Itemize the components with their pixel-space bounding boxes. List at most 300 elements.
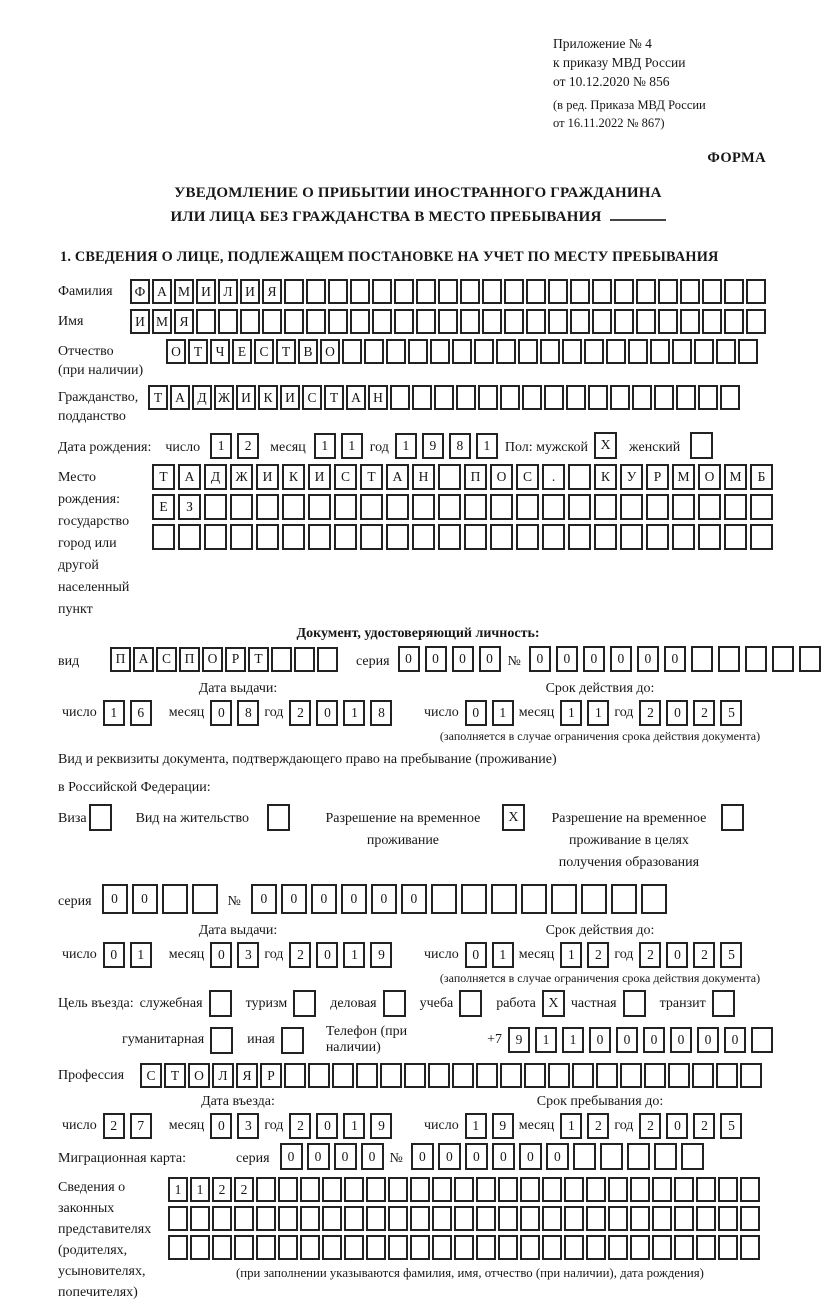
form-cell[interactable] <box>608 1177 628 1202</box>
residence-permit-checkbox[interactable] <box>267 804 290 831</box>
form-cell[interactable] <box>430 339 450 364</box>
form-cell[interactable] <box>573 1143 596 1170</box>
form-cell[interactable]: О <box>188 1063 210 1088</box>
form-cell[interactable] <box>234 1235 254 1260</box>
purpose-humanitarian-checkbox[interactable] <box>210 1027 233 1054</box>
form-cell[interactable]: 0 <box>132 884 158 914</box>
form-cell[interactable] <box>680 309 700 334</box>
form-cell[interactable] <box>196 309 216 334</box>
form-cell[interactable]: 8 <box>449 433 471 459</box>
form-cell[interactable] <box>230 524 253 550</box>
form-cell[interactable] <box>386 524 409 550</box>
form-cell[interactable] <box>428 1063 450 1088</box>
form-cell[interactable]: 1 <box>560 1113 582 1139</box>
form-cell[interactable] <box>334 524 357 550</box>
form-cell[interactable] <box>586 1206 606 1231</box>
form-cell[interactable] <box>416 279 436 304</box>
form-cell[interactable] <box>460 309 480 334</box>
form-cell[interactable] <box>542 1177 562 1202</box>
form-cell[interactable] <box>360 494 383 520</box>
form-cell[interactable]: 0 <box>479 646 501 672</box>
form-cell[interactable] <box>581 884 607 914</box>
form-cell[interactable] <box>592 279 612 304</box>
visa-checkbox[interactable] <box>89 804 112 831</box>
form-cell[interactable] <box>284 1063 306 1088</box>
form-cell[interactable] <box>596 1063 618 1088</box>
form-cell[interactable] <box>658 279 678 304</box>
form-cell[interactable] <box>544 385 564 410</box>
form-cell[interactable]: 7 <box>130 1113 152 1139</box>
form-cell[interactable]: 2 <box>639 1113 661 1139</box>
form-cell[interactable] <box>746 309 766 334</box>
form-cell[interactable]: 1 <box>314 433 336 459</box>
form-cell[interactable] <box>284 309 304 334</box>
form-cell[interactable]: 0 <box>724 1027 746 1053</box>
form-cell[interactable] <box>718 1235 738 1260</box>
form-cell[interactable] <box>394 309 414 334</box>
form-cell[interactable]: 0 <box>425 646 447 672</box>
form-cell[interactable] <box>498 1206 518 1231</box>
form-cell[interactable]: 2 <box>212 1177 232 1202</box>
form-cell[interactable]: Т <box>164 1063 186 1088</box>
form-cell[interactable]: 1 <box>103 700 125 726</box>
form-cell[interactable]: 1 <box>210 433 232 459</box>
form-cell[interactable] <box>278 1235 298 1260</box>
form-cell[interactable] <box>644 1063 666 1088</box>
form-cell[interactable]: 0 <box>664 646 686 672</box>
form-cell[interactable] <box>212 1206 232 1231</box>
form-cell[interactable] <box>674 1235 694 1260</box>
form-cell[interactable] <box>652 1177 672 1202</box>
form-cell[interactable] <box>162 884 188 914</box>
form-cell[interactable] <box>628 339 648 364</box>
form-cell[interactable]: 0 <box>311 884 337 914</box>
form-cell[interactable]: 0 <box>589 1027 611 1053</box>
form-cell[interactable] <box>490 524 513 550</box>
form-cell[interactable] <box>718 1177 738 1202</box>
form-cell[interactable]: А <box>170 385 190 410</box>
form-cell[interactable] <box>192 884 218 914</box>
form-cell[interactable]: А <box>152 279 172 304</box>
form-cell[interactable] <box>586 1235 606 1260</box>
form-cell[interactable] <box>548 279 568 304</box>
form-cell[interactable]: М <box>672 464 695 490</box>
form-cell[interactable]: 2 <box>237 433 259 459</box>
form-cell[interactable] <box>342 339 362 364</box>
form-cell[interactable] <box>740 1206 760 1231</box>
form-cell[interactable] <box>632 385 652 410</box>
form-cell[interactable] <box>328 309 348 334</box>
form-cell[interactable] <box>190 1235 210 1260</box>
form-cell[interactable] <box>218 309 238 334</box>
form-cell[interactable]: Р <box>260 1063 282 1088</box>
form-cell[interactable] <box>432 1206 452 1231</box>
form-cell[interactable] <box>308 524 331 550</box>
form-cell[interactable]: 9 <box>422 433 444 459</box>
form-cell[interactable]: 0 <box>251 884 277 914</box>
form-cell[interactable] <box>412 494 435 520</box>
form-cell[interactable] <box>317 647 338 672</box>
form-cell[interactable] <box>570 309 590 334</box>
form-cell[interactable]: 0 <box>210 700 232 726</box>
form-cell[interactable] <box>652 1235 672 1260</box>
form-cell[interactable] <box>366 1235 386 1260</box>
form-cell[interactable] <box>282 494 305 520</box>
form-cell[interactable] <box>724 309 744 334</box>
form-cell[interactable] <box>438 279 458 304</box>
form-cell[interactable] <box>356 1063 378 1088</box>
form-cell[interactable]: С <box>334 464 357 490</box>
form-cell[interactable] <box>646 524 669 550</box>
form-cell[interactable]: Ф <box>130 279 150 304</box>
form-cell[interactable] <box>702 309 722 334</box>
form-cell[interactable]: 1 <box>343 700 365 726</box>
form-cell[interactable] <box>388 1177 408 1202</box>
form-cell[interactable] <box>334 494 357 520</box>
form-cell[interactable] <box>630 1177 650 1202</box>
form-cell[interactable] <box>740 1063 762 1088</box>
form-cell[interactable]: 2 <box>234 1177 254 1202</box>
form-cell[interactable] <box>772 646 794 672</box>
form-cell[interactable] <box>636 279 656 304</box>
form-cell[interactable]: 0 <box>307 1143 330 1170</box>
form-cell[interactable] <box>412 385 432 410</box>
form-cell[interactable]: П <box>110 647 131 672</box>
form-cell[interactable]: 0 <box>411 1143 434 1170</box>
form-cell[interactable] <box>572 1063 594 1088</box>
form-cell[interactable]: 1 <box>562 1027 584 1053</box>
form-cell[interactable] <box>452 1063 474 1088</box>
form-cell[interactable] <box>256 494 279 520</box>
form-cell[interactable] <box>496 339 516 364</box>
form-cell[interactable]: 2 <box>289 1113 311 1139</box>
form-cell[interactable] <box>278 1206 298 1231</box>
form-cell[interactable]: 0 <box>210 942 232 968</box>
form-cell[interactable] <box>548 1063 570 1088</box>
form-cell[interactable] <box>696 1235 716 1260</box>
form-cell[interactable] <box>611 884 637 914</box>
form-cell[interactable]: К <box>594 464 617 490</box>
form-cell[interactable]: П <box>179 647 200 672</box>
form-cell[interactable]: И <box>240 279 260 304</box>
form-cell[interactable]: И <box>236 385 256 410</box>
form-cell[interactable] <box>750 524 773 550</box>
form-cell[interactable]: 9 <box>370 942 392 968</box>
form-cell[interactable]: Р <box>225 647 246 672</box>
form-cell[interactable]: 1 <box>587 700 609 726</box>
form-cell[interactable] <box>702 279 722 304</box>
form-cell[interactable]: 1 <box>492 700 514 726</box>
form-cell[interactable] <box>438 494 461 520</box>
form-cell[interactable] <box>412 524 435 550</box>
form-cell[interactable] <box>408 339 428 364</box>
form-cell[interactable] <box>476 1206 496 1231</box>
form-cell[interactable] <box>212 1235 232 1260</box>
form-cell[interactable] <box>360 524 383 550</box>
form-cell[interactable]: 5 <box>720 942 742 968</box>
purpose-business-checkbox[interactable] <box>383 990 406 1017</box>
form-cell[interactable] <box>620 1063 642 1088</box>
form-cell[interactable]: 1 <box>343 942 365 968</box>
form-cell[interactable]: Т <box>188 339 208 364</box>
form-cell[interactable]: Ч <box>210 339 230 364</box>
form-cell[interactable] <box>646 494 669 520</box>
form-cell[interactable] <box>168 1206 188 1231</box>
form-cell[interactable] <box>410 1235 430 1260</box>
form-cell[interactable] <box>594 524 617 550</box>
form-cell[interactable] <box>672 524 695 550</box>
form-cell[interactable]: 0 <box>316 942 338 968</box>
form-cell[interactable] <box>672 494 695 520</box>
form-cell[interactable] <box>404 1063 426 1088</box>
form-cell[interactable] <box>344 1206 364 1231</box>
form-cell[interactable] <box>256 1235 276 1260</box>
form-cell[interactable] <box>390 385 410 410</box>
form-cell[interactable] <box>386 339 406 364</box>
form-cell[interactable] <box>608 1235 628 1260</box>
form-cell[interactable]: 2 <box>289 700 311 726</box>
form-cell[interactable]: Л <box>218 279 238 304</box>
form-cell[interactable] <box>724 279 744 304</box>
form-cell[interactable] <box>674 1177 694 1202</box>
form-cell[interactable]: М <box>724 464 747 490</box>
form-cell[interactable] <box>300 1206 320 1231</box>
form-cell[interactable] <box>474 339 494 364</box>
form-cell[interactable] <box>627 1143 650 1170</box>
form-cell[interactable] <box>152 524 175 550</box>
form-cell[interactable] <box>284 279 304 304</box>
form-cell[interactable] <box>551 884 577 914</box>
form-cell[interactable]: 0 <box>438 1143 461 1170</box>
form-cell[interactable] <box>522 385 542 410</box>
form-cell[interactable] <box>746 279 766 304</box>
form-cell[interactable]: Л <box>212 1063 234 1088</box>
form-cell[interactable] <box>564 1177 584 1202</box>
form-cell[interactable] <box>568 464 591 490</box>
form-cell[interactable] <box>564 1206 584 1231</box>
form-cell[interactable] <box>460 279 480 304</box>
gender-male-checkbox[interactable]: X <box>594 432 617 459</box>
form-cell[interactable] <box>724 494 747 520</box>
form-cell[interactable]: 1 <box>395 433 417 459</box>
form-cell[interactable] <box>294 647 315 672</box>
form-cell[interactable] <box>410 1206 430 1231</box>
form-cell[interactable]: Д <box>192 385 212 410</box>
form-cell[interactable] <box>696 1206 716 1231</box>
form-cell[interactable]: 0 <box>529 646 551 672</box>
form-cell[interactable] <box>568 524 591 550</box>
form-cell[interactable]: 2 <box>587 942 609 968</box>
form-cell[interactable] <box>464 494 487 520</box>
form-cell[interactable]: 0 <box>398 646 420 672</box>
form-cell[interactable]: А <box>178 464 201 490</box>
form-cell[interactable]: Т <box>360 464 383 490</box>
form-cell[interactable]: 1 <box>560 700 582 726</box>
form-cell[interactable]: 1 <box>343 1113 365 1139</box>
form-cell[interactable] <box>190 1206 210 1231</box>
form-cell[interactable] <box>526 279 546 304</box>
form-cell[interactable] <box>306 279 326 304</box>
form-cell[interactable] <box>566 385 586 410</box>
form-cell[interactable] <box>168 1235 188 1260</box>
form-cell[interactable] <box>520 1177 540 1202</box>
form-cell[interactable] <box>516 524 539 550</box>
form-cell[interactable] <box>372 279 392 304</box>
form-cell[interactable] <box>386 494 409 520</box>
form-cell[interactable]: 3 <box>237 942 259 968</box>
temp-residence-checkbox[interactable]: X <box>502 804 525 831</box>
form-cell[interactable] <box>394 279 414 304</box>
form-cell[interactable]: 0 <box>666 942 688 968</box>
form-cell[interactable] <box>456 385 476 410</box>
form-cell[interactable] <box>234 1206 254 1231</box>
form-cell[interactable]: Б <box>750 464 773 490</box>
form-cell[interactable]: 3 <box>237 1113 259 1139</box>
form-cell[interactable] <box>799 646 821 672</box>
form-cell[interactable] <box>641 884 667 914</box>
form-cell[interactable]: 0 <box>670 1027 692 1053</box>
form-cell[interactable] <box>454 1206 474 1231</box>
form-cell[interactable] <box>586 1177 606 1202</box>
form-cell[interactable] <box>230 494 253 520</box>
form-cell[interactable] <box>332 1063 354 1088</box>
form-cell[interactable] <box>262 309 282 334</box>
form-cell[interactable] <box>300 1235 320 1260</box>
form-cell[interactable] <box>672 339 692 364</box>
form-cell[interactable]: М <box>174 279 194 304</box>
form-cell[interactable] <box>542 1206 562 1231</box>
form-cell[interactable] <box>461 884 487 914</box>
form-cell[interactable]: 0 <box>546 1143 569 1170</box>
form-cell[interactable]: 1 <box>341 433 363 459</box>
form-cell[interactable]: 6 <box>130 700 152 726</box>
form-cell[interactable] <box>720 385 740 410</box>
form-cell[interactable] <box>650 339 670 364</box>
form-cell[interactable]: 2 <box>693 942 715 968</box>
form-cell[interactable] <box>698 524 721 550</box>
form-cell[interactable]: Я <box>236 1063 258 1088</box>
form-cell[interactable] <box>432 1177 452 1202</box>
form-cell[interactable] <box>308 494 331 520</box>
form-cell[interactable]: О <box>202 647 223 672</box>
form-cell[interactable]: Я <box>174 309 194 334</box>
form-cell[interactable]: 2 <box>693 1113 715 1139</box>
form-cell[interactable]: 2 <box>639 700 661 726</box>
form-cell[interactable]: . <box>542 464 565 490</box>
form-cell[interactable] <box>256 1206 276 1231</box>
form-cell[interactable] <box>476 1235 496 1260</box>
form-cell[interactable] <box>454 1177 474 1202</box>
form-cell[interactable]: Я <box>262 279 282 304</box>
form-cell[interactable] <box>322 1177 342 1202</box>
form-cell[interactable] <box>204 524 227 550</box>
form-cell[interactable] <box>482 309 502 334</box>
form-cell[interactable] <box>454 1235 474 1260</box>
form-cell[interactable]: 0 <box>316 1113 338 1139</box>
form-cell[interactable] <box>750 494 773 520</box>
form-cell[interactable]: П <box>464 464 487 490</box>
form-cell[interactable] <box>438 464 461 490</box>
form-cell[interactable] <box>614 309 634 334</box>
form-cell[interactable]: 0 <box>103 942 125 968</box>
form-cell[interactable] <box>308 1063 330 1088</box>
form-cell[interactable]: Е <box>152 494 175 520</box>
temp-residence-education-checkbox[interactable] <box>721 804 744 831</box>
form-cell[interactable] <box>344 1235 364 1260</box>
form-cell[interactable] <box>364 339 384 364</box>
form-cell[interactable]: Т <box>276 339 296 364</box>
form-cell[interactable]: И <box>308 464 331 490</box>
form-cell[interactable]: З <box>178 494 201 520</box>
form-cell[interactable] <box>614 279 634 304</box>
form-cell[interactable] <box>564 1235 584 1260</box>
purpose-work-checkbox[interactable]: X <box>542 990 565 1017</box>
form-cell[interactable]: 0 <box>452 646 474 672</box>
form-cell[interactable]: М <box>152 309 172 334</box>
form-cell[interactable] <box>498 1177 518 1202</box>
form-cell[interactable] <box>388 1206 408 1231</box>
form-cell[interactable] <box>204 494 227 520</box>
form-cell[interactable]: Е <box>232 339 252 364</box>
form-cell[interactable]: 1 <box>190 1177 210 1202</box>
form-cell[interactable]: Н <box>368 385 388 410</box>
form-cell[interactable] <box>600 1143 623 1170</box>
form-cell[interactable] <box>740 1235 760 1260</box>
form-cell[interactable]: 2 <box>693 700 715 726</box>
form-cell[interactable]: 0 <box>334 1143 357 1170</box>
form-cell[interactable] <box>745 646 767 672</box>
form-cell[interactable]: 8 <box>370 700 392 726</box>
form-cell[interactable]: 0 <box>666 700 688 726</box>
form-cell[interactable]: Т <box>324 385 344 410</box>
form-cell[interactable]: 1 <box>465 1113 487 1139</box>
form-cell[interactable]: 0 <box>341 884 367 914</box>
form-cell[interactable] <box>584 339 604 364</box>
form-cell[interactable]: С <box>156 647 177 672</box>
form-cell[interactable]: В <box>298 339 318 364</box>
form-cell[interactable]: 0 <box>556 646 578 672</box>
form-cell[interactable] <box>518 339 538 364</box>
form-cell[interactable] <box>548 309 568 334</box>
form-cell[interactable] <box>652 1206 672 1231</box>
form-cell[interactable] <box>350 279 370 304</box>
form-cell[interactable]: С <box>254 339 274 364</box>
form-cell[interactable] <box>322 1206 342 1231</box>
form-cell[interactable] <box>380 1063 402 1088</box>
form-cell[interactable] <box>588 385 608 410</box>
form-cell[interactable]: 0 <box>583 646 605 672</box>
form-cell[interactable]: 1 <box>535 1027 557 1053</box>
form-cell[interactable] <box>698 385 718 410</box>
form-cell[interactable] <box>594 494 617 520</box>
form-cell[interactable] <box>620 524 643 550</box>
form-cell[interactable]: 2 <box>103 1113 125 1139</box>
form-cell[interactable]: К <box>258 385 278 410</box>
form-cell[interactable] <box>694 339 714 364</box>
form-cell[interactable]: 0 <box>519 1143 542 1170</box>
form-cell[interactable] <box>366 1177 386 1202</box>
form-cell[interactable]: И <box>130 309 150 334</box>
form-cell[interactable] <box>500 1063 522 1088</box>
form-cell[interactable] <box>500 385 520 410</box>
form-cell[interactable] <box>452 339 472 364</box>
form-cell[interactable] <box>434 385 454 410</box>
form-cell[interactable] <box>328 279 348 304</box>
form-cell[interactable]: 0 <box>637 646 659 672</box>
form-cell[interactable] <box>278 1177 298 1202</box>
purpose-private-checkbox[interactable] <box>623 990 646 1017</box>
form-cell[interactable] <box>464 524 487 550</box>
